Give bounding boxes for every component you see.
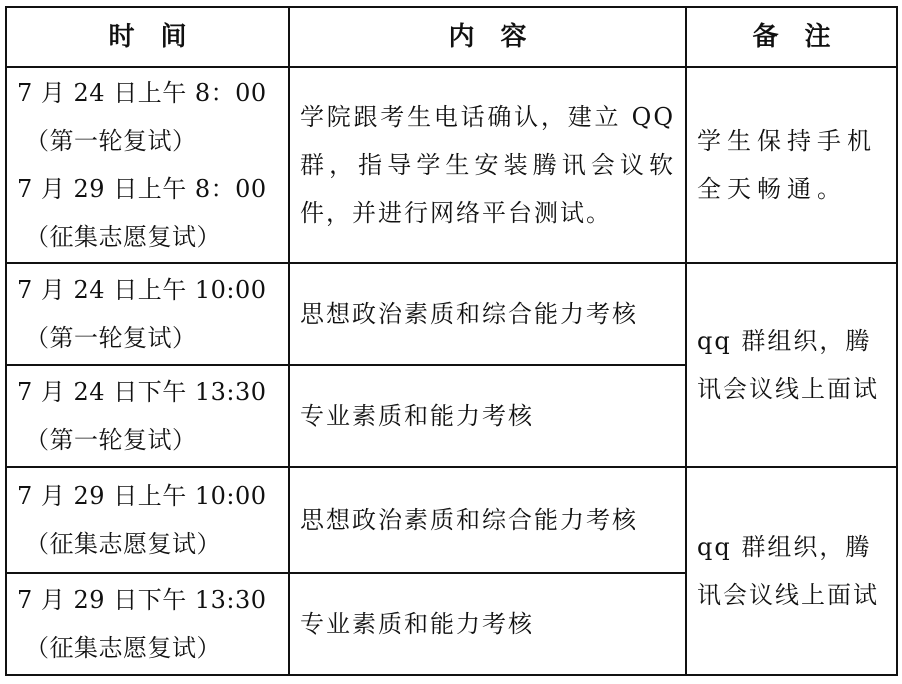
header-row: [6, 7, 897, 67]
header-content: 内容: [289, 7, 686, 67]
time-text: 7 月 24 日上午 10:00: [17, 276, 267, 304]
time-cell: [6, 365, 289, 467]
time-cell: [6, 467, 289, 573]
note-cell: 学生保持手机全天畅通。: [686, 67, 897, 263]
note-cell: qq 群组织，腾讯会议线上面试: [686, 263, 897, 467]
table-row: [6, 263, 897, 365]
time-text: 7 月 24 日上午 8：00: [17, 79, 267, 107]
time-cell: [6, 263, 289, 365]
round-text: （第一轮复试）: [25, 127, 197, 155]
time-text: 7 月 29 日下午 13:30: [17, 586, 267, 614]
schedule-table: [5, 6, 898, 676]
content-cell: 学院跟考生电话确认，建立 QQ 群，指导学生安装腾讯会议软件，并进行网络平台测试。: [289, 67, 686, 263]
time-cell: [6, 67, 289, 263]
round-text: （征集志愿复试）: [25, 223, 221, 251]
round-text: （第一轮复试）: [25, 426, 197, 454]
round-text: （第一轮复试）: [25, 324, 197, 352]
table-row: [6, 67, 897, 263]
note-cell: qq 群组织，腾讯会议线上面试: [686, 467, 897, 675]
content-cell: 思想政治素质和综合能力考核: [289, 467, 686, 573]
time-text: 7 月 24 日下午 13:30: [17, 378, 267, 406]
content-cell: 专业素质和能力考核: [289, 573, 686, 675]
header-note: 备注: [686, 7, 897, 67]
round-text: （征集志愿复试）: [25, 530, 221, 558]
content-cell: 思想政治素质和综合能力考核: [289, 263, 686, 365]
round-text: （征集志愿复试）: [25, 634, 221, 662]
header-time: 时间: [6, 7, 289, 67]
content-cell: 专业素质和能力考核: [289, 365, 686, 467]
table-row: [6, 467, 897, 573]
time-text: 7 月 29 日上午 8：00: [17, 175, 267, 203]
time-cell: [6, 573, 289, 675]
time-text: 7 月 29 日上午 10:00: [17, 482, 267, 510]
